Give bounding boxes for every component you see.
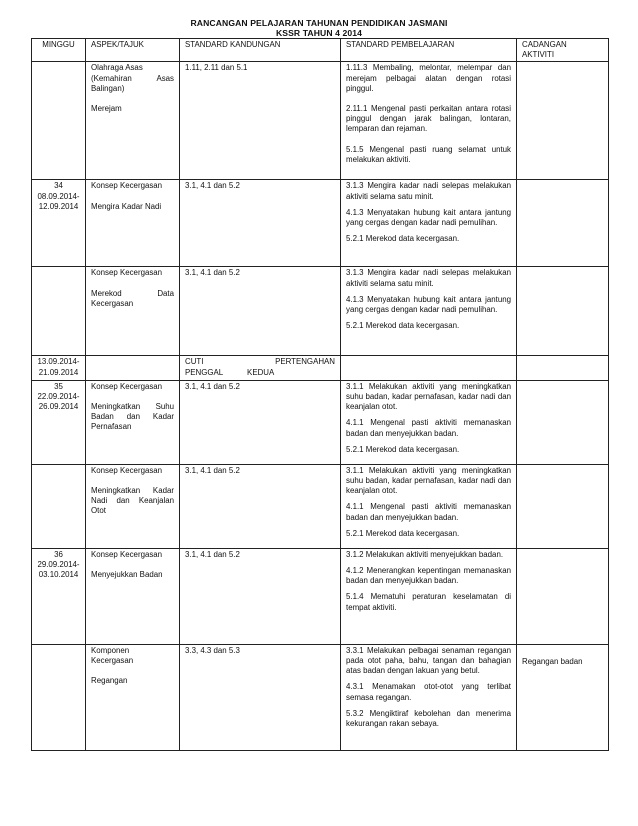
cell-cadangan: Regangan badan [517, 644, 609, 750]
cell-minggu [32, 267, 86, 356]
cell-aspek: Olahraga Asas (Kemahiran Asas Balingan) Merejam [86, 62, 180, 180]
table-row [32, 548, 609, 644]
table-header-row [32, 39, 609, 62]
cell-cadangan [517, 380, 609, 464]
cell-minggu: 13.09.2014- 21.09.2014 [32, 356, 86, 380]
cell-minggu [32, 644, 86, 750]
cell-aspek: Konsep Kecergasan Merekod Data Kecergasan [86, 267, 180, 356]
cell-minggu: 36 29.09.2014- 03.10.2014 [32, 548, 86, 644]
header-minggu: MINGGU [32, 39, 86, 62]
table-row [32, 464, 609, 548]
cell-standard-pembelajaran: 1.11.3 Membaling, melontar, melempar dan merejam pelbagai alatan dengan rotasi pinggul. 2.11.1 Mengenal pasti perkaitan antara rotasi pinggul dengan jarak balingan, lontaran, lemparan dan rejaman. 5.1.5 Mengenal pasti ruang selamat untuk melakukan aktiviti. [341, 62, 517, 180]
cell-cadangan [517, 464, 609, 548]
cell-standard-kandungan: 3.1, 4.1 dan 5.2 [180, 180, 341, 267]
header-cadangan-aktiviti: CADANGAN AKTIVITI [517, 39, 609, 62]
header-aspek: ASPEK/TAJUK [86, 39, 180, 62]
lesson-plan-table [31, 38, 609, 751]
cell-aspek: Komponen Kecergasan Regangan [86, 644, 180, 750]
cell-minggu: 34 08.09.2014- 12.09.2014 [32, 180, 86, 267]
header-standard-kandungan: STANDARD KANDUNGAN [180, 39, 341, 62]
cell-standard-pembelajaran: 3.1.3 Mengira kadar nadi selepas melakukan aktiviti selama satu minit. 4.1.3 Menyatakan hubung kait antara jantung yang cergas dengan kadar nadi pemulihan. 5.2.1 Merekod data kecergasan. [341, 267, 517, 356]
cell-holiday-label: CUTI PERTENGAHAN PENGGAL KEDUA [180, 356, 341, 380]
document-subtitle: KSSR TAHUN 4 2014 [275, 28, 363, 38]
table-row [32, 380, 609, 464]
cell-cadangan [517, 356, 609, 380]
cell-minggu [32, 464, 86, 548]
cell-standard-kandungan: 1.11, 2.11 dan 5.1 [180, 62, 341, 180]
cell-cadangan [517, 267, 609, 356]
cell-aspek [86, 356, 180, 380]
cell-aspek: Konsep Kecergasan Menyejukkan Badan [86, 548, 180, 644]
cell-standard-pembelajaran: 3.3.1 Melakukan pelbagai senaman regangan pada otot paha, bahu, tangan dan bahagian atas badan dengan lakuan yang betul. 4.3.1 Menamakan otot-otot yang terlibat semasa regangan. 5.3.2 Mengiktiraf kebolehan dan menerima kekurangan rakan sebaya. [341, 644, 517, 750]
cell-standard-pembelajaran: 3.1.3 Mengira kadar nadi selepas melakukan aktiviti selama satu minit. 4.1.3 Menyatakan hubung kait antara jantung yang cergas dengan kadar nadi pemulihan. 5.2.1 Merekod data kecergasan. [341, 180, 517, 267]
cell-aspek: Konsep Kecergasan Meningkatkan Suhu Badan dan Kadar Pernafasan [86, 380, 180, 464]
cell-standard-pembelajaran [341, 356, 517, 380]
cell-aspek: Konsep Kecergasan Meningkatkan Kadar Nadi dan Keanjalan Otot [86, 464, 180, 548]
table-row [32, 644, 609, 750]
header-standard-pembelajaran: STANDARD PEMBELAJARAN [341, 39, 517, 62]
cell-standard-kandungan: 3.3, 4.3 dan 5.3 [180, 644, 341, 750]
cell-minggu: 35 22.09.2014- 26.09.2014 [32, 380, 86, 464]
cell-standard-kandungan: 3.1, 4.1 dan 5.2 [180, 267, 341, 356]
cell-minggu [32, 62, 86, 180]
cell-standard-kandungan: 3.1, 4.1 dan 5.2 [180, 380, 341, 464]
cell-standard-pembelajaran: 3.1.2 Melakukan aktiviti menyejukkan badan. 4.1.2 Menerangkan kepentingan memanaskan badan dan menyejukkan badan. 5.1.4 Mematuhi peraturan keselamatan di tempat aktiviti. [341, 548, 517, 644]
cell-standard-kandungan: 3.1, 4.1 dan 5.2 [180, 464, 341, 548]
table-row [32, 62, 609, 180]
document-title: RANCANGAN PELAJARAN TAHUNAN PENDIDIKAN JASMANI [190, 18, 448, 28]
table-row [32, 180, 609, 267]
table-row [32, 267, 609, 356]
cell-aspek: Konsep Kecergasan Mengira Kadar Nadi [86, 180, 180, 267]
cell-standard-kandungan: 3.1, 4.1 dan 5.2 [180, 548, 341, 644]
cell-cadangan [517, 62, 609, 180]
cell-standard-pembelajaran: 3.1.1 Melakukan aktiviti yang meningkatkan suhu badan, kadar pernafasan, kadar nadi dan keanjalan otot. 4.1.1 Mengenal pasti aktiviti memanaskan badan dan menyejukkan badan. 5.2.1 Merekod data kecergasan. [341, 464, 517, 548]
cell-cadangan [517, 548, 609, 644]
table-row [32, 356, 609, 380]
cell-cadangan [517, 180, 609, 267]
cell-standard-pembelajaran: 3.1.1 Melakukan aktiviti yang meningkatkan suhu badan, kadar pernafasan, kadar nadi dan keanjalan otot. 4.1.1 Mengenal pasti aktiviti memanaskan badan dan menyejukkan badan. 5.2.1 Merekod data kecergasan. [341, 380, 517, 464]
